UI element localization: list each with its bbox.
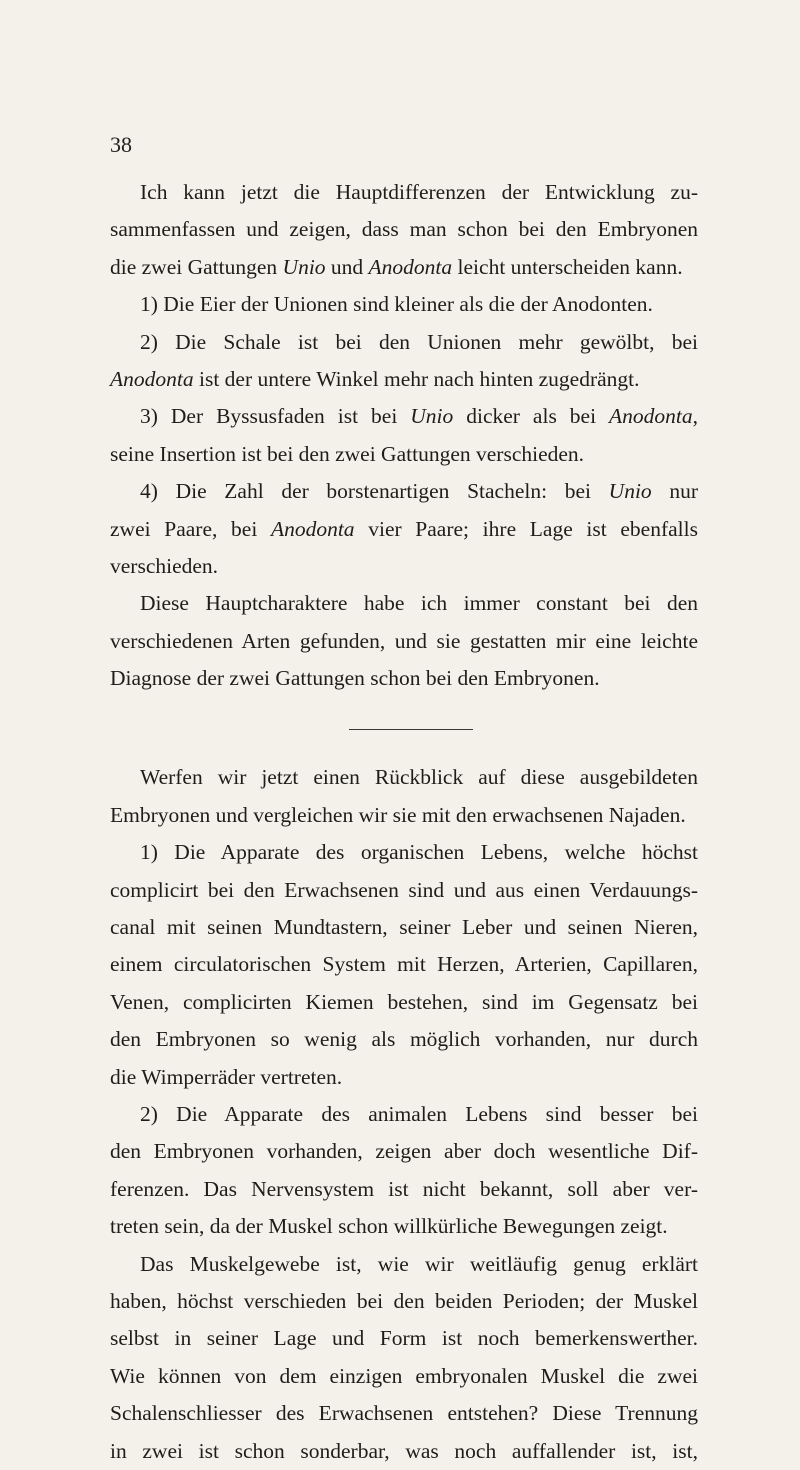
- text-line: Schalenschliesser des Erwachsenen entstehen? Diese Trennung: [110, 1401, 698, 1426]
- text-line: verschiedenen Arten gefunden, und sie gestatten mir eine leichte: [110, 628, 698, 653]
- text-line: treten sein, da der Muskel schon willkürliche Bewegungen zeigt.: [110, 1214, 668, 1239]
- list-item: 4) Die Zahl der borstenartigen Stacheln: bei Unio nur: [140, 479, 698, 504]
- text-line: Diese Hauptcharaktere habe ich immer constant bei den: [140, 591, 698, 616]
- text-line: seine Insertion ist bei den zwei Gattungen verschieden.: [110, 441, 585, 466]
- text-line: Werfen wir jetzt einen Rückblick auf diese ausgebildeten: [140, 765, 698, 790]
- section-divider: [110, 697, 698, 759]
- text-line: haben, höchst verschieden bei den beiden Perioden; der Muskel: [110, 1288, 698, 1313]
- text-line: sammenfassen und zeigen, dass man schon bei den Embryonen: [110, 217, 698, 242]
- text-line: Diagnose der zwei Gattungen schon bei den Embryonen.: [110, 666, 600, 691]
- text-line: Anodonta ist der untere Winkel mehr nach hinten zugedrängt.: [110, 366, 640, 391]
- text-line: verschieden.: [110, 553, 219, 578]
- list-item: 1) Die Apparate des organischen Lebens, welche höchst: [140, 840, 698, 865]
- text-line: einem circulatorischen System mit Herzen, Arterien, Capillaren,: [110, 952, 698, 977]
- divider-line: [349, 729, 473, 730]
- text-line: zwei Paare, bei Anodonta vier Paare; ihre Lage ist ebenfalls: [110, 516, 698, 541]
- list-item: 3) Der Byssusfaden ist bei Unio dicker als bei Anodonta,: [140, 404, 698, 429]
- text-line: Venen, complicirten Kiemen bestehen, sind im Gegensatz bei: [110, 989, 698, 1014]
- text-line: ferenzen. Das Nervensystem ist nicht bekannt, soll aber ver-: [110, 1176, 698, 1201]
- text-line: die Wimperräder vertreten.: [110, 1064, 343, 1089]
- text-line: den Embryonen vorhanden, zeigen aber doch wesentliche Dif-: [110, 1139, 698, 1164]
- text-line: die zwei Gattungen Unio und Anodonta leicht unterscheiden kann.: [110, 254, 683, 279]
- list-item: 2) Die Schale ist bei den Unionen mehr gewölbt, bei: [140, 329, 698, 354]
- page-number: 38: [110, 132, 132, 157]
- text-line: in zwei ist schon sonderbar, was noch auffallender ist, ist,: [110, 1438, 698, 1463]
- list-item: 2) Die Apparate des animalen Lebens sind besser bei: [140, 1101, 698, 1126]
- text-line: Das Muskelgewebe ist, wie wir weitläufig genug erklärt: [140, 1251, 698, 1276]
- text-line: canal mit seinen Mundtastern, seiner Leber und seinen Nieren,: [110, 915, 698, 940]
- text-line: Ich kann jetzt die Hauptdifferenzen der Entwicklung zu-: [140, 180, 698, 204]
- text-line: Wie können von dem einzigen embryonalen Muskel die zwei: [110, 1363, 698, 1388]
- list-item: 1) Die Eier der Unionen sind kleiner als die der Anodonten.: [140, 292, 653, 317]
- text-line: den Embryonen so wenig als möglich vorhanden, nur durch: [110, 1027, 698, 1052]
- text-line: complicirt bei den Erwachsenen sind und aus einen Verdauungs-: [110, 877, 698, 902]
- text-line: Embryonen und vergleichen wir sie mit den erwachsenen Najaden.: [110, 802, 686, 827]
- body-text: [110, 174, 698, 1470]
- text-line: selbst in seiner Lage und Form ist noch bemerkenswerther.: [110, 1326, 698, 1351]
